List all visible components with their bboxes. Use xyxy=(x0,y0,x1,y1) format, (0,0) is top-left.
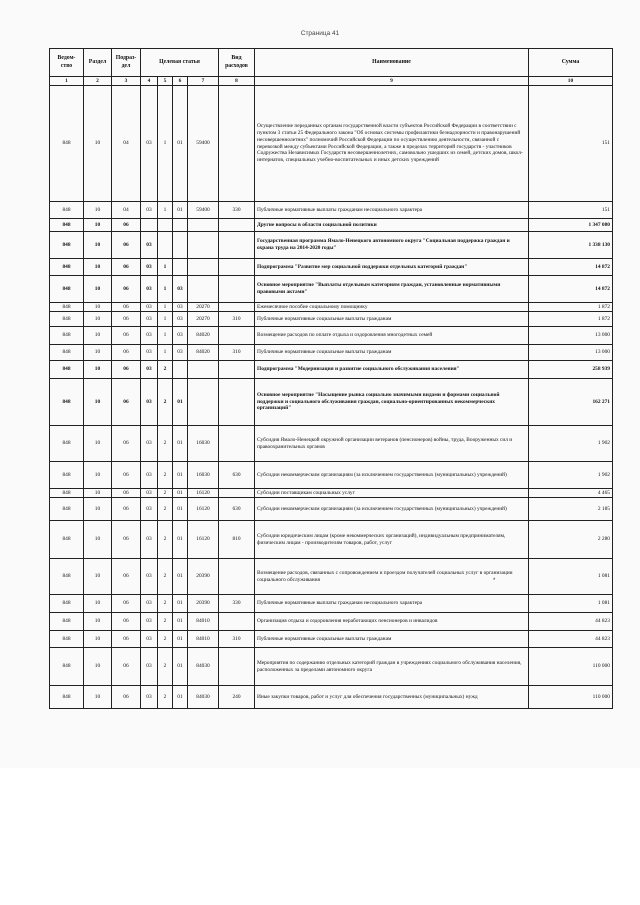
table-row xyxy=(50,345,613,361)
cell-c7 xyxy=(188,379,219,426)
cell-c1: 848 xyxy=(50,312,84,327)
cell-c4: 03 xyxy=(141,559,158,595)
col-number: 1 xyxy=(50,77,84,86)
cell-c1: 848 xyxy=(50,303,84,312)
cell-c5 xyxy=(158,232,173,259)
cell-c8: 310 xyxy=(219,345,255,361)
cell-c2: 10 xyxy=(84,303,112,312)
cell-c7 xyxy=(188,232,219,259)
cell-c5: 2 xyxy=(158,426,173,462)
cell-c8 xyxy=(219,303,255,312)
cell-c6 xyxy=(173,219,188,232)
cell-sum: 44 823 xyxy=(529,631,613,648)
cell-sum: 258 939 xyxy=(529,361,613,379)
cell-c7: 16030 xyxy=(188,462,219,489)
cell-c4: 03 xyxy=(141,303,158,312)
table-row xyxy=(50,686,613,709)
cell-c5: 1 xyxy=(158,312,173,327)
cell-c4: 03 xyxy=(141,259,158,276)
cell-sum: 4 465 xyxy=(529,489,613,498)
cell-c7: 84030 xyxy=(188,686,219,709)
cell-c2: 10 xyxy=(84,489,112,498)
cell-c6 xyxy=(173,361,188,379)
cell-c5: 2 xyxy=(158,559,173,595)
cell-c3: 06 xyxy=(112,259,141,276)
cell-c2: 10 xyxy=(84,613,112,631)
cell-sum: 162 271 xyxy=(529,379,613,426)
cell-sum: 1 872 xyxy=(529,303,613,312)
cell-c4: 03 xyxy=(141,595,158,613)
cell-c1: 848 xyxy=(50,86,84,202)
cell-c4: 03 xyxy=(141,631,158,648)
cell-name: Субсидия Ямало-Ненецкой окружной организации ветеранов (пенсионеров) войны, труда, Вооруженных сил и правоохранительных органов xyxy=(255,426,529,462)
header-vedomstvo: Ведом-ство xyxy=(50,49,84,77)
cell-c5: 2 xyxy=(158,686,173,709)
cell-sum: 1 902 xyxy=(529,426,613,462)
table-row xyxy=(50,613,613,631)
table-body xyxy=(50,86,613,709)
cell-c4: 03 xyxy=(141,462,158,489)
cell-c6: 01 xyxy=(173,648,188,686)
cell-name: Другие вопросы в области социальной политики xyxy=(255,219,529,232)
table-row xyxy=(50,361,613,379)
cell-name: Субсидии некоммерческим организациям (за исключением государственных (муниципальных) учреждений) xyxy=(255,498,529,521)
cell-c1: 848 xyxy=(50,379,84,426)
cell-c5: 2 xyxy=(158,379,173,426)
cell-c2: 10 xyxy=(84,686,112,709)
cell-c4: 03 xyxy=(141,426,158,462)
cell-c8 xyxy=(219,613,255,631)
cell-c2: 10 xyxy=(84,327,112,345)
cell-c5: 1 xyxy=(158,259,173,276)
table-row xyxy=(50,426,613,462)
cell-c7: 59400 xyxy=(188,86,219,202)
cell-c2: 10 xyxy=(84,361,112,379)
cell-name: Государственная программа Ямало-Ненецкого автономного округа "Социальная поддержка граждан и охрана труда на 2014-2020 годы" xyxy=(255,232,529,259)
cell-c5: 1 xyxy=(158,86,173,202)
cell-c4: 03 xyxy=(141,648,158,686)
cell-c4 xyxy=(141,219,158,232)
col-number: 10 xyxy=(529,77,613,86)
cell-name: Ежемесячное пособие социальному помощнику xyxy=(255,303,529,312)
column-number-row xyxy=(50,77,613,86)
cell-c5: 2 xyxy=(158,462,173,489)
cell-sum: 110 000 xyxy=(529,686,613,709)
cell-c8: 310 xyxy=(219,312,255,327)
cell-c3: 06 xyxy=(112,498,141,521)
cell-c3: 06 xyxy=(112,521,141,559)
table-row xyxy=(50,631,613,648)
cell-c5: 1 xyxy=(158,276,173,303)
cell-c2: 10 xyxy=(84,631,112,648)
cell-c6: 01 xyxy=(173,559,188,595)
cell-c1: 848 xyxy=(50,462,84,489)
cell-name: Осуществление переданных органам государственной власти субъектов Российской Федерации в соответствии с пунктом 3 статьи 25 Федерального закона "Об основах системы профилактики безнадзорности и правонарушений несовершеннолетних" полномочий Российской Федерации по осуществлению деятельности, связанной с перевозкой между субъектами Российской Федерации, а также в пределах территорий государств - участников Содружества Независимых Государств несовершеннолетних, самовольно ушедших из семей, детских домов, школ-интернатов, специальных учебно-воспитательных и иных детских учреждений xyxy=(255,86,529,202)
budget-table xyxy=(49,48,613,709)
cell-c4: 03 xyxy=(141,232,158,259)
cell-c7 xyxy=(188,259,219,276)
cell-c3: 06 xyxy=(112,219,141,232)
cell-name: Подпрограмма "Развитие мер социальной поддержки отдельных категорий граждан" xyxy=(255,259,529,276)
cell-c5: 1 xyxy=(158,345,173,361)
cell-sum: 110 000 xyxy=(529,648,613,686)
cell-c5: 2 xyxy=(158,613,173,631)
cell-c8: 310 xyxy=(219,631,255,648)
cell-name: Подпрограмма "Модернизация и развитие социального обслуживания населения" xyxy=(255,361,529,379)
cell-c6: 01 xyxy=(173,613,188,631)
table-row xyxy=(50,489,613,498)
cell-c8 xyxy=(219,259,255,276)
cell-c3: 06 xyxy=(112,631,141,648)
cell-c8 xyxy=(219,379,255,426)
col-number: 3 xyxy=(112,77,141,86)
table-row xyxy=(50,303,613,312)
cell-c7: 59400 xyxy=(188,202,219,219)
cell-name: Публичные нормативные выплаты гражданам несоциального характера xyxy=(255,202,529,219)
cell-c4: 03 xyxy=(141,312,158,327)
cell-c8: 240 xyxy=(219,686,255,709)
cell-c8 xyxy=(219,276,255,303)
cell-sum: 1 347 080 xyxy=(529,219,613,232)
cell-name: Организация отдыха и оздоровления неработающих пенсионеров и инвалидов xyxy=(255,613,529,631)
table-row xyxy=(50,86,613,202)
cell-c2: 10 xyxy=(84,462,112,489)
cell-c4: 03 xyxy=(141,276,158,303)
cell-c3: 06 xyxy=(112,559,141,595)
cell-c5: 2 xyxy=(158,648,173,686)
cell-c2: 10 xyxy=(84,345,112,361)
cell-c8: 330 xyxy=(219,595,255,613)
table-row xyxy=(50,276,613,303)
cell-c2: 10 xyxy=(84,232,112,259)
cell-sum: 151 xyxy=(529,86,613,202)
cell-c6: 01 xyxy=(173,462,188,489)
cell-c4: 03 xyxy=(141,489,158,498)
header-razdel: Раздел xyxy=(84,49,112,77)
cell-c6: 03 xyxy=(173,312,188,327)
cell-c7 xyxy=(188,276,219,303)
cell-c4: 03 xyxy=(141,498,158,521)
cell-c1: 848 xyxy=(50,631,84,648)
header-row xyxy=(50,49,613,77)
cell-c4: 03 xyxy=(141,345,158,361)
cell-c7: 84010 xyxy=(188,631,219,648)
cell-c8 xyxy=(219,327,255,345)
cell-sum: 1 872 xyxy=(529,312,613,327)
cell-c6: 01 xyxy=(173,595,188,613)
cell-c2: 10 xyxy=(84,379,112,426)
cell-sum: 151 xyxy=(529,202,613,219)
cell-sum: 2 280 xyxy=(529,521,613,559)
cell-c1: 848 xyxy=(50,613,84,631)
header-target-article: Целевая статья xyxy=(141,49,219,77)
header-sum: Сумма xyxy=(529,49,613,77)
cell-sum: 44 823 xyxy=(529,613,613,631)
cell-c6: 03 xyxy=(173,345,188,361)
cell-c5: 2 xyxy=(158,498,173,521)
cell-c8: 630 xyxy=(219,498,255,521)
col-number: 7 xyxy=(188,77,219,86)
cell-c6: 03 xyxy=(173,303,188,312)
cell-c6: 01 xyxy=(173,86,188,202)
cell-c4: 03 xyxy=(141,379,158,426)
cell-sum: 1 902 xyxy=(529,462,613,489)
cell-c6: 01 xyxy=(173,379,188,426)
cell-c2: 10 xyxy=(84,259,112,276)
cell-c1: 848 xyxy=(50,521,84,559)
cell-c7: 84030 xyxy=(188,648,219,686)
table-row xyxy=(50,648,613,686)
cell-c2: 10 xyxy=(84,86,112,202)
cell-c8 xyxy=(219,648,255,686)
cell-c4: 03 xyxy=(141,613,158,631)
table-row xyxy=(50,259,613,276)
margin-mark: * xyxy=(493,578,496,584)
cell-c2: 10 xyxy=(84,648,112,686)
cell-c8 xyxy=(219,426,255,462)
cell-c8 xyxy=(219,219,255,232)
cell-c5: 2 xyxy=(158,631,173,648)
col-number: 5 xyxy=(158,77,173,86)
cell-c7: 20390 xyxy=(188,595,219,613)
cell-c2: 10 xyxy=(84,498,112,521)
cell-c7: 20390 xyxy=(188,559,219,595)
cell-c3: 06 xyxy=(112,303,141,312)
cell-c7: 84020 xyxy=(188,345,219,361)
cell-c6: 01 xyxy=(173,498,188,521)
header-podrazdel: Подраз-дел xyxy=(112,49,141,77)
col-number: 8 xyxy=(219,77,255,86)
cell-c8: 810 xyxy=(219,521,255,559)
cell-c5: 2 xyxy=(158,521,173,559)
cell-c4: 03 xyxy=(141,686,158,709)
cell-c7: 16120 xyxy=(188,498,219,521)
col-number: 2 xyxy=(84,77,112,86)
cell-c3: 06 xyxy=(112,489,141,498)
cell-c1: 848 xyxy=(50,686,84,709)
cell-c2: 10 xyxy=(84,426,112,462)
col-number: 4 xyxy=(141,77,158,86)
cell-c6: 01 xyxy=(173,426,188,462)
page-label: Страница 41 xyxy=(300,30,340,37)
cell-c5: 2 xyxy=(158,595,173,613)
cell-c3: 06 xyxy=(112,327,141,345)
cell-c1: 848 xyxy=(50,489,84,498)
cell-c7: 16120 xyxy=(188,521,219,559)
cell-c3: 06 xyxy=(112,345,141,361)
cell-c2: 10 xyxy=(84,521,112,559)
table-row xyxy=(50,498,613,521)
table-row xyxy=(50,202,613,219)
table-row xyxy=(50,379,613,426)
cell-name: Публичные нормативные выплаты гражданам несоциального характера xyxy=(255,595,529,613)
cell-c7: 84020 xyxy=(188,327,219,345)
cell-c7: 20270 xyxy=(188,303,219,312)
table-row xyxy=(50,312,613,327)
cell-c2: 10 xyxy=(84,276,112,303)
header-name: Наименование xyxy=(255,49,529,77)
cell-sum: 13 000 xyxy=(529,327,613,345)
table-row xyxy=(50,559,613,595)
cell-c2: 10 xyxy=(84,312,112,327)
cell-c6 xyxy=(173,259,188,276)
cell-c5: 2 xyxy=(158,489,173,498)
cell-c3: 06 xyxy=(112,276,141,303)
table-row xyxy=(50,462,613,489)
cell-c8 xyxy=(219,559,255,595)
cell-c7 xyxy=(188,361,219,379)
cell-c3: 06 xyxy=(112,361,141,379)
cell-c5: 1 xyxy=(158,327,173,345)
cell-name: Иные закупки товаров, работ и услуг для обеспечения государственных (муниципальных) нужд xyxy=(255,686,529,709)
cell-c3: 06 xyxy=(112,595,141,613)
cell-c8: 630 xyxy=(219,462,255,489)
cell-c6: 01 xyxy=(173,631,188,648)
cell-name: Субсидии поставщикам социальных услуг xyxy=(255,489,529,498)
cell-c7 xyxy=(188,219,219,232)
cell-name: Мероприятия по содержанию отдельных категорий граждан в учреждениях социального обслуживания населения, расположенных за пределами автономного округа xyxy=(255,648,529,686)
cell-c3: 06 xyxy=(112,426,141,462)
cell-sum: 14 872 xyxy=(529,276,613,303)
cell-sum: 2 185 xyxy=(529,498,613,521)
table-row xyxy=(50,595,613,613)
cell-c1: 848 xyxy=(50,219,84,232)
cell-c8 xyxy=(219,489,255,498)
cell-c7: 16120 xyxy=(188,489,219,498)
cell-c1: 848 xyxy=(50,276,84,303)
cell-c1: 848 xyxy=(50,498,84,521)
cell-c4: 03 xyxy=(141,86,158,202)
cell-c8: 330 xyxy=(219,202,255,219)
cell-c6: 03 xyxy=(173,327,188,345)
cell-name: Публичные нормативные социальные выплаты гражданам xyxy=(255,345,529,361)
cell-c1: 848 xyxy=(50,595,84,613)
cell-c4: 03 xyxy=(141,202,158,219)
cell-c6: 01 xyxy=(173,489,188,498)
cell-c6: 01 xyxy=(173,686,188,709)
cell-c8 xyxy=(219,86,255,202)
table-row xyxy=(50,219,613,232)
cell-c5: 1 xyxy=(158,202,173,219)
cell-name: Основное мероприятие "Насыщение рынка социально значимыми видами и формами социальной поддержки и социального обслуживания граждан, социально-ориентированных некоммерческих организаций" xyxy=(255,379,529,426)
cell-c1: 848 xyxy=(50,559,84,595)
cell-c8 xyxy=(219,361,255,379)
table-row xyxy=(50,232,613,259)
cell-sum: 14 872 xyxy=(529,259,613,276)
cell-name: Субсидии юридическим лицам (кроме некоммерческих организаций), индивидуальным предпринимателям, физическим лицам - производителям товаров, работ, услуг xyxy=(255,521,529,559)
cell-c1: 848 xyxy=(50,259,84,276)
cell-sum: 1 081 xyxy=(529,559,613,595)
cell-c6: 01 xyxy=(173,521,188,559)
cell-c6: 03 xyxy=(173,276,188,303)
cell-c4: 03 xyxy=(141,361,158,379)
cell-c8 xyxy=(219,232,255,259)
cell-c7: 20270 xyxy=(188,312,219,327)
table-row xyxy=(50,521,613,559)
cell-c7: 16030 xyxy=(188,426,219,462)
cell-c3: 06 xyxy=(112,312,141,327)
cell-name: Возмещение расходов по оплате отдыха и оздоровления многодетных семей xyxy=(255,327,529,345)
col-number: 9 xyxy=(255,77,529,86)
cell-c1: 848 xyxy=(50,202,84,219)
cell-c5: 2 xyxy=(158,361,173,379)
cell-c3: 04 xyxy=(112,202,141,219)
cell-c1: 848 xyxy=(50,327,84,345)
cell-c7: 84010 xyxy=(188,613,219,631)
cell-name: Публичные нормативные социальные выплаты гражданам xyxy=(255,312,529,327)
cell-sum: 1 338 130 xyxy=(529,232,613,259)
cell-c1: 848 xyxy=(50,426,84,462)
cell-c6: 01 xyxy=(173,202,188,219)
cell-c3: 06 xyxy=(112,686,141,709)
cell-c6 xyxy=(173,232,188,259)
cell-c2: 10 xyxy=(84,595,112,613)
cell-c2: 10 xyxy=(84,202,112,219)
table-row xyxy=(50,327,613,345)
cell-c3: 06 xyxy=(112,462,141,489)
cell-c3: 06 xyxy=(112,613,141,631)
cell-c1: 848 xyxy=(50,345,84,361)
cell-c2: 10 xyxy=(84,559,112,595)
cell-c3: 06 xyxy=(112,648,141,686)
col-number: 6 xyxy=(173,77,188,86)
cell-c5: 1 xyxy=(158,303,173,312)
cell-c3: 04 xyxy=(112,86,141,202)
cell-name: Публичные нормативные социальные выплаты гражданам xyxy=(255,631,529,648)
cell-c3: 06 xyxy=(112,232,141,259)
cell-c1: 848 xyxy=(50,232,84,259)
cell-c1: 848 xyxy=(50,648,84,686)
cell-c5 xyxy=(158,219,173,232)
cell-c4: 03 xyxy=(141,521,158,559)
cell-name: Субсидии некоммерческим организациям (за исключением государственных (муниципальных) учреждений) xyxy=(255,462,529,489)
cell-c4: 03 xyxy=(141,327,158,345)
header-expense-type: Вид расходов xyxy=(219,49,255,77)
cell-name: Возмещение расходов, связанных с сопровождением и проездом получателей социальных услуг в организации социального обслуживания xyxy=(255,559,529,595)
cell-c3: 06 xyxy=(112,379,141,426)
cell-c2: 10 xyxy=(84,219,112,232)
cell-sum: 13 000 xyxy=(529,345,613,361)
cell-sum: 1 081 xyxy=(529,595,613,613)
cell-c1: 848 xyxy=(50,361,84,379)
cell-name: Основное мероприятие "Выплаты отдельным категориям граждан, установленные нормативными правовыми актами" xyxy=(255,276,529,303)
